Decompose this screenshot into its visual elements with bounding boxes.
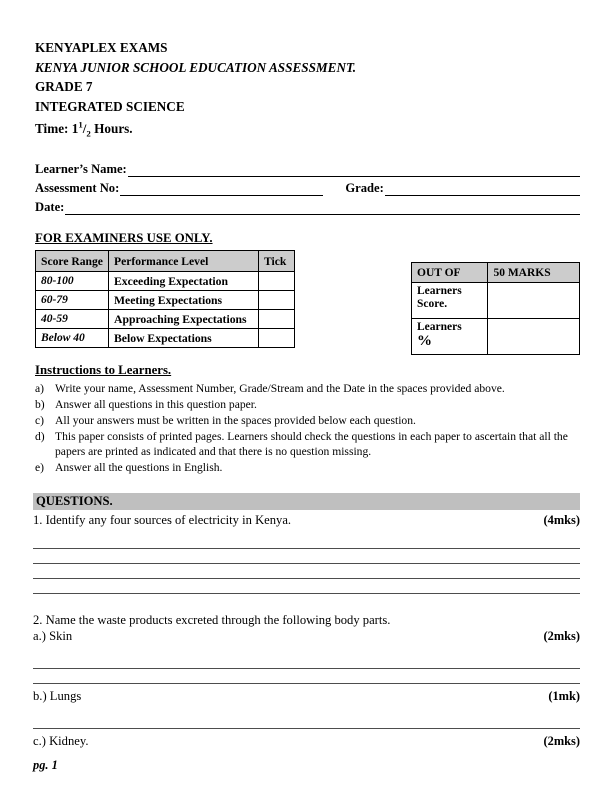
learner-name-row [35, 158, 580, 177]
questions-section-banner: QUESTIONS. [33, 493, 580, 510]
date-input[interactable] [65, 200, 580, 215]
question-1-header [33, 512, 580, 528]
organization-title: KENYAPLEX EXAMS [35, 40, 168, 55]
fraction-denominator: 2 [86, 128, 91, 139]
tick-checkbox[interactable] [259, 329, 295, 348]
tick-checkbox[interactable] [259, 291, 295, 310]
instruction-text: All your answers must be written in the spaces provided below each question. [55, 413, 416, 427]
question-2-stem [33, 612, 580, 628]
duration-suffix: Hours. [90, 121, 133, 136]
learner-details-fields [35, 158, 580, 215]
learners-percent-label-line1: Learners [417, 321, 462, 333]
performance-level-value: Exceeding Expectation [109, 272, 259, 291]
question-1-text: 1. Identify any four sources of electricity in Kenya. [33, 513, 292, 527]
question-2a-marks: (2mks) [543, 629, 580, 643]
answer-line[interactable] [33, 564, 580, 579]
instruction-text: This paper consists of printed pages. Learners should check the questions in each paper to ascertain that all the papers are printed as indicated and that there is no question missing. [55, 429, 568, 458]
instruction-marker: d) [35, 429, 45, 443]
performance-level-value: Approaching Expectations [109, 310, 259, 329]
learner-name-label: Learner’s Name: [35, 162, 127, 176]
instruction-text: Answer all the questions in English. [55, 460, 223, 474]
table-row [412, 319, 580, 355]
out-of-header: OUT OF [412, 263, 488, 283]
assessment-title: KENYA JUNIOR SCHOOL EDUCATION ASSESSMENT. [35, 59, 357, 75]
table-row [412, 283, 580, 319]
answer-line[interactable] [33, 534, 580, 549]
table-row [36, 310, 295, 329]
tick-checkbox[interactable] [259, 310, 295, 329]
question-2b-answer-area[interactable] [33, 714, 580, 729]
score-table-header-row [36, 251, 295, 272]
grade-label: Grade: [345, 181, 384, 195]
instruction-marker: e) [35, 460, 45, 474]
date-label: Date: [35, 200, 65, 214]
question-1-marks: (4mks) [543, 513, 580, 527]
table-row [36, 291, 295, 310]
duration-prefix: Time: 1 [35, 121, 79, 136]
tick-checkbox[interactable] [259, 272, 295, 291]
page-number-footer: pg. 1 [33, 758, 58, 772]
performance-level-header: Performance Level [109, 251, 259, 272]
instructions-list [35, 382, 580, 477]
question-1-answer-area[interactable] [33, 534, 580, 594]
fraction-numerator: 1 [78, 119, 83, 130]
grade-input[interactable] [385, 181, 580, 196]
score-range-value: Below 40 [36, 329, 109, 348]
duration-fraction [78, 119, 91, 139]
tick-header: Tick [259, 251, 295, 272]
question-2c-marks: (2mks) [543, 734, 580, 748]
question-2c-header [33, 733, 580, 749]
examiners-section-title: FOR EXAMINERS USE ONLY. [35, 231, 213, 245]
answer-line[interactable] [33, 669, 580, 684]
list-item [35, 430, 580, 459]
performance-level-value: Meeting Expectations [109, 291, 259, 310]
learners-percent-value[interactable] [488, 319, 580, 355]
answer-line[interactable] [33, 714, 580, 729]
list-item [35, 382, 580, 397]
learner-name-input[interactable] [128, 162, 580, 177]
question-2b-marks: (1mk) [548, 689, 580, 703]
question-2a-label: a.) Skin [33, 629, 73, 643]
question-2-text: 2. Name the waste products excreted through the following body parts. [33, 613, 391, 627]
question-2b-header [33, 688, 580, 704]
grade-title: GRADE 7 [35, 79, 93, 94]
question-2c-label: c.) Kidney. [33, 734, 89, 748]
subject-title: INTEGRATED SCIENCE [35, 98, 185, 114]
instruction-text: Answer all questions in this question paper. [55, 397, 257, 411]
answer-line[interactable] [33, 549, 580, 564]
questions-body [33, 512, 580, 749]
learners-percent-label [412, 319, 488, 355]
spacer [33, 704, 580, 714]
marks-summary-table [411, 262, 580, 355]
learners-score-value[interactable] [488, 283, 580, 319]
date-row [35, 196, 580, 215]
exam-duration [35, 116, 580, 139]
list-item [35, 461, 580, 476]
table-row [36, 272, 295, 291]
score-range-header: Score Range [36, 251, 109, 272]
percent-symbol: % [417, 333, 432, 349]
assessment-no-input[interactable] [120, 181, 323, 196]
learners-score-label [412, 283, 488, 319]
fraction-slash: / [82, 121, 87, 136]
score-range-value: 40-59 [36, 310, 109, 329]
assessment-no-label: Assessment No: [35, 181, 120, 195]
exam-header [35, 38, 580, 139]
learners-score-label-line1: Learners [417, 285, 462, 297]
list-item [35, 414, 580, 429]
instructions-title: Instructions to Learners. [35, 363, 172, 377]
list-item [35, 398, 580, 413]
spacer [33, 594, 580, 612]
score-range-table [35, 250, 295, 348]
table-row [36, 329, 295, 348]
answer-line[interactable] [33, 654, 580, 669]
performance-level-value: Below Expectations [109, 329, 259, 348]
instruction-text: Write your name, Assessment Number, Grade/Stream and the Date in the spaces provided above. [55, 382, 505, 395]
assessment-no-row [35, 177, 580, 196]
instruction-marker: a) [35, 382, 45, 395]
question-2b-label: b.) Lungs [33, 689, 82, 703]
total-marks-header: 50 MARKS [488, 263, 580, 283]
instruction-marker: b) [35, 397, 45, 411]
spacer [33, 644, 580, 654]
score-range-value: 80-100 [36, 272, 109, 291]
question-2a-answer-area[interactable] [33, 654, 580, 684]
answer-line[interactable] [33, 579, 580, 594]
learners-score-label-line2: Score. [417, 298, 448, 310]
marks-table-header-row [412, 263, 580, 283]
instruction-marker: c) [35, 413, 45, 427]
score-range-value: 60-79 [36, 291, 109, 310]
question-2a-header [33, 628, 580, 644]
